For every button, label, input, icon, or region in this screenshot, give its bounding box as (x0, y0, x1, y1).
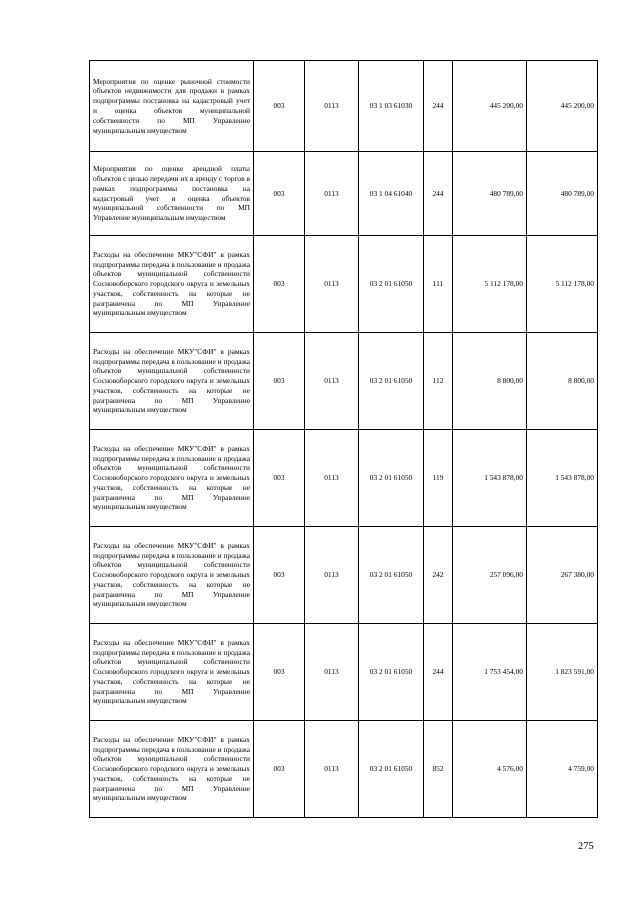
ministry-code: 003 (254, 152, 305, 236)
amount-1: 1 543 878,00 (453, 430, 527, 527)
amount-2: 1 823 591,00 (527, 624, 598, 721)
page-number: 275 (578, 841, 594, 852)
budget-table-body (90, 61, 598, 818)
section-code: 0113 (305, 61, 359, 152)
budget-table (89, 60, 598, 818)
amount-1: 445 200,00 (453, 61, 527, 152)
table-row (90, 624, 598, 721)
table-row (90, 61, 598, 152)
expense-type-code: 242 (424, 527, 453, 624)
expense-type-code: 852 (424, 721, 453, 818)
amount-1: 1 753 454,00 (453, 624, 527, 721)
target-code: 03 2 01 61050 (359, 527, 424, 624)
amount-2: 5 112 178,00 (527, 236, 598, 333)
table-row (90, 236, 598, 333)
row-description: Расходы на обеспечение МКУ"СФИ" в рамках подпрограммы передача в пользование и продажа объектов муниципальной собственности Сосновоборского городского округа и земельных участков, собственность на которые не разграничена по МП Управление муниципальным имуществом (90, 624, 254, 721)
table-row (90, 430, 598, 527)
amount-2: 445 200,00 (527, 61, 598, 152)
section-code: 0113 (305, 624, 359, 721)
amount-1: 4 576,00 (453, 721, 527, 818)
section-code: 0113 (305, 430, 359, 527)
ministry-code: 003 (254, 236, 305, 333)
target-code: 03 2 01 61050 (359, 721, 424, 818)
expense-type-code: 244 (424, 624, 453, 721)
table-row (90, 721, 598, 818)
row-description: Расходы на обеспечение МКУ"СФИ" в рамках подпрограммы передача в пользование и продажа объектов муниципальной собственности Сосновоборского городского округа и земельных участков, собственность на которые не разграничена по МП Управление муниципальным имуществом (90, 236, 254, 333)
target-code: 03 1 04 61040 (359, 152, 424, 236)
amount-1: 257 096,00 (453, 527, 527, 624)
section-code: 0113 (305, 152, 359, 236)
table-row (90, 527, 598, 624)
amount-2: 267 380,00 (527, 527, 598, 624)
row-description: Расходы на обеспечение МКУ"СФИ" в рамках подпрограммы передача в пользование и продажа объектов муниципальной собственности Сосновоборского городского округа и земельных участков, собственность на которые не разграничена по МП Управление муниципальным имуществом (90, 527, 254, 624)
section-code: 0113 (305, 527, 359, 624)
ministry-code: 003 (254, 333, 305, 430)
row-description: Расходы на обеспечение МКУ"СФИ" в рамках подпрограммы передача в пользование и продажа объектов муниципальной собственности Сосновоборского городского округа и земельных участков, собственность на которые не разграничена по МП Управление муниципальным имуществом (90, 333, 254, 430)
row-description: Мероприятия по оценке рыночной стоимости объектов недвижимости для продажи в рамках подпрограммы постановка на кадастровый учет и оценка объектов муниципальной собственности по МП Управление муниципальным имуществом (90, 61, 254, 152)
table-row (90, 152, 598, 236)
amount-2: 1 543 878,00 (527, 430, 598, 527)
section-code: 0113 (305, 236, 359, 333)
section-code: 0113 (305, 721, 359, 818)
amount-2: 4 759,00 (527, 721, 598, 818)
target-code: 03 2 01 61050 (359, 624, 424, 721)
target-code: 03 2 01 61050 (359, 236, 424, 333)
row-description: Расходы на обеспечение МКУ"СФИ" в рамках подпрограммы передача в пользование и продажа объектов муниципальной собственности Сосновоборского городского округа и земельных участков, собственность на которые не разграничена по МП Управление муниципальным имуществом (90, 721, 254, 818)
amount-2: 480 789,00 (527, 152, 598, 236)
table-row (90, 333, 598, 430)
expense-type-code: 244 (424, 152, 453, 236)
target-code: 03 2 01 61050 (359, 430, 424, 527)
ministry-code: 003 (254, 430, 305, 527)
section-code: 0113 (305, 333, 359, 430)
target-code: 03 1 03 61030 (359, 61, 424, 152)
amount-1: 480 789,00 (453, 152, 527, 236)
ministry-code: 003 (254, 527, 305, 624)
ministry-code: 003 (254, 61, 305, 152)
row-description: Расходы на обеспечение МКУ"СФИ" в рамках подпрограммы передача в пользование и продажа объектов муниципальной собственности Сосновоборского городского округа и земельных участков, собственность на которые не разграничена по МП Управление муниципальным имуществом (90, 430, 254, 527)
expense-type-code: 244 (424, 61, 453, 152)
amount-1: 8 800,00 (453, 333, 527, 430)
ministry-code: 003 (254, 624, 305, 721)
amount-2: 8 800,00 (527, 333, 598, 430)
row-description: Мероприятия по оценке арендной платы объектов с целью передачи их в аренду с торгов в рамках подпрограммы постановка на кадастровый учет и оценка объектов муниципальной собственности по МП Управление муниципальным имуществом (90, 152, 254, 236)
ministry-code: 003 (254, 721, 305, 818)
expense-type-code: 111 (424, 236, 453, 333)
expense-type-code: 119 (424, 430, 453, 527)
amount-1: 5 112 178,00 (453, 236, 527, 333)
target-code: 03 2 01 61050 (359, 333, 424, 430)
expense-type-code: 112 (424, 333, 453, 430)
